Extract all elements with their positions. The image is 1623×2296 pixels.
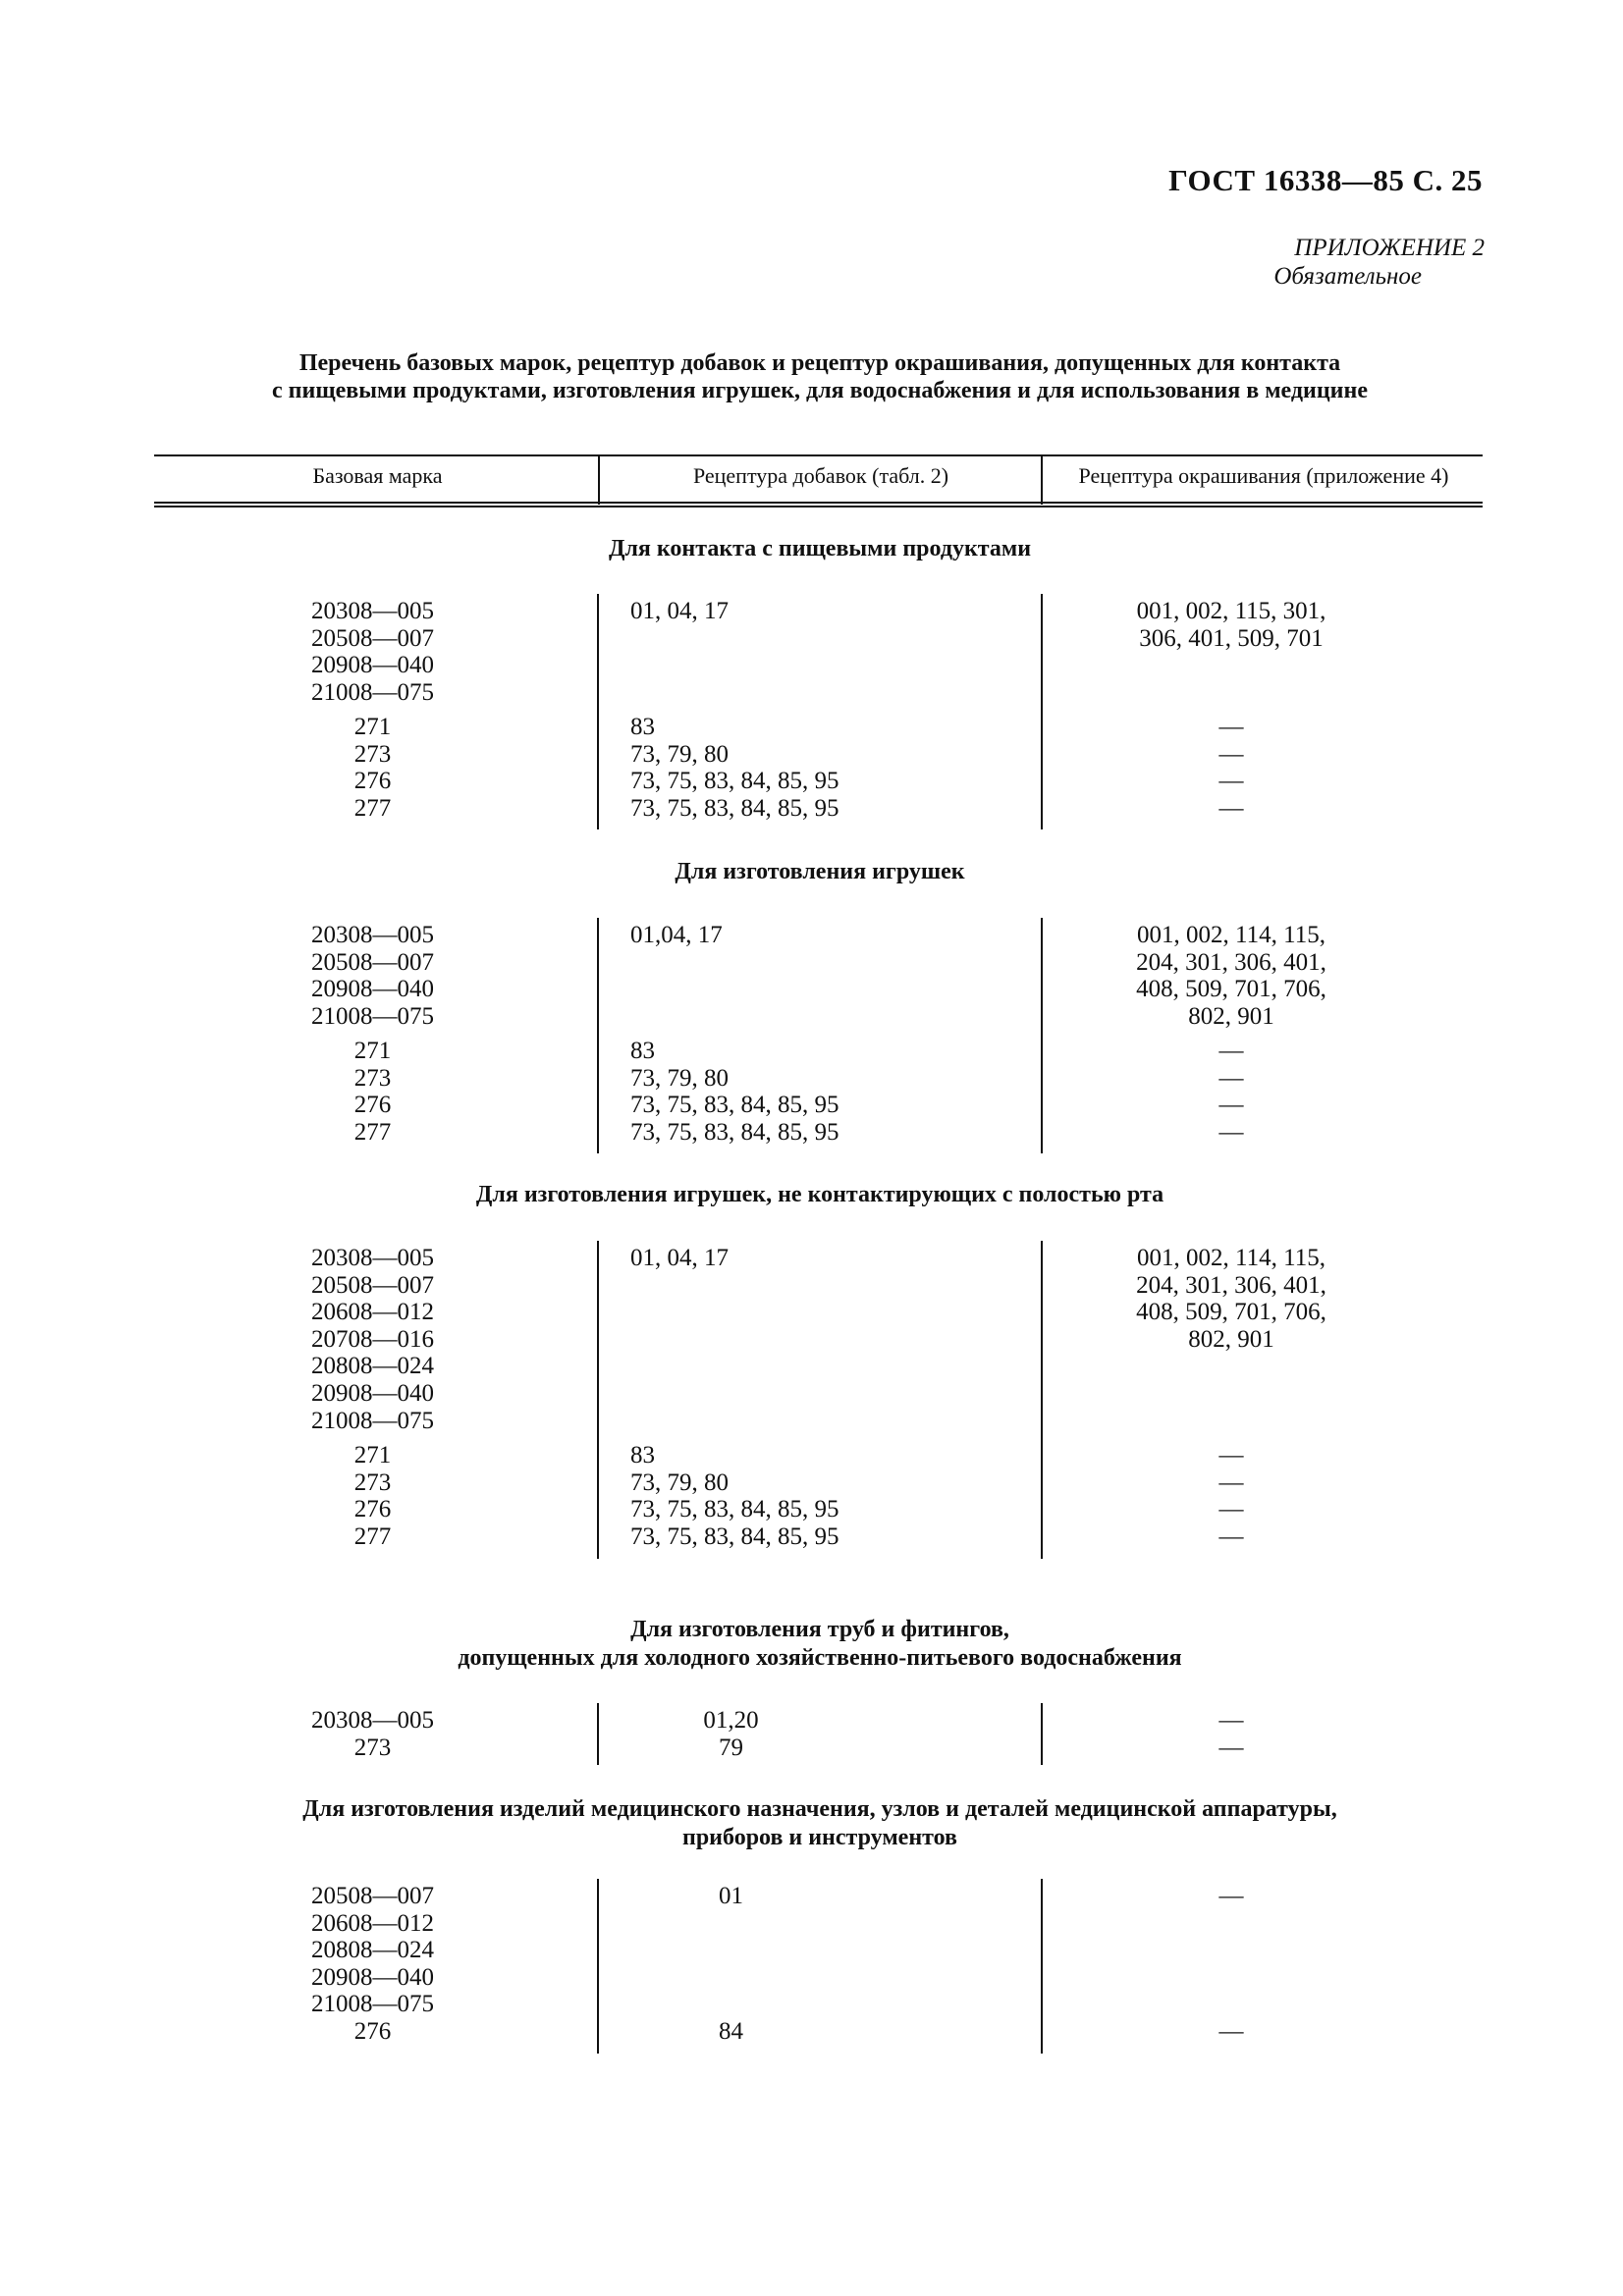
additive-recipe: 84	[719, 2018, 743, 2045]
section-title-medical	[157, 1795, 1483, 1852]
base-mark: 20908—040	[311, 1963, 434, 1991]
additive-recipe: 73, 79, 80	[630, 1468, 729, 1496]
additive-recipes	[601, 1707, 861, 1761]
base-mark: 276	[353, 1092, 392, 1119]
coloring-recipe: —	[1218, 1038, 1244, 1064]
coloring-recipe-first	[1095, 1883, 1368, 1910]
base-mark-list-extra	[311, 1038, 434, 1146]
table-title	[157, 349, 1483, 404]
coloring-recipe: —	[1218, 768, 1244, 795]
base-mark-list	[311, 922, 434, 1030]
table-top-rule	[154, 454, 1483, 456]
column-header-coloring: Рецептура окрашивания (приложение 4)	[1078, 463, 1449, 488]
additive-recipe: 73, 75, 83, 84, 85, 95	[630, 794, 839, 822]
header-divider-1	[598, 455, 600, 505]
additive-recipe: 73, 75, 83, 84, 85, 95	[630, 1118, 839, 1146]
table-header-rule-lower	[154, 506, 1483, 507]
section-medical	[154, 1879, 1483, 2054]
coloring-recipe: —	[1218, 1064, 1244, 1092]
additive-recipe: 73, 75, 83, 84, 85, 95	[630, 1522, 839, 1550]
coloring-recipe: —	[1218, 1118, 1244, 1146]
coloring-recipe: 204, 301, 306, 401,	[1136, 948, 1326, 976]
table-header-rule-upper	[154, 502, 1483, 504]
table-title-line-1: Перечень базовых марок, рецептур добавок и рецептур окрашивания, допущенных для контакта	[298, 350, 1341, 376]
additive-recipe: 73, 79, 80	[630, 1064, 729, 1092]
table-title-line-2: с пищевыми продуктами, изготовления игрушек, для водоснабжения и для использования в медицине	[272, 378, 1368, 403]
column-divider	[1041, 594, 1043, 829]
coloring-recipe: —	[1218, 714, 1244, 740]
column-divider	[1041, 918, 1043, 1153]
base-mark-list	[311, 1883, 434, 2046]
section-title-line: допущенных для холодного хозяйственно-питьевого водоснабжения	[458, 1645, 1182, 1671]
coloring-recipe: —	[1218, 2018, 1244, 2045]
coloring-recipe: —	[1218, 794, 1244, 822]
base-mark: 21008—075	[311, 1407, 434, 1434]
additive-recipe: 73, 79, 80	[630, 740, 729, 768]
coloring-recipe: 001, 002, 115, 301,	[1136, 598, 1326, 624]
coloring-recipes	[1095, 1245, 1368, 1353]
section-title-line: Для изготовления труб и фитингов,	[630, 1617, 1009, 1642]
appendix-status: Обязательное	[1273, 263, 1422, 290]
base-mark-list	[311, 1707, 434, 1761]
appendix-number: ПРИЛОЖЕНИЕ 2	[1294, 235, 1485, 261]
base-mark: 277	[353, 1522, 392, 1550]
additive-recipe: 83	[630, 714, 655, 740]
base-mark: 20508—007	[311, 1883, 434, 1909]
base-mark: 273	[353, 1064, 392, 1092]
coloring-recipe: —	[1218, 1522, 1244, 1550]
base-mark: 20808—024	[311, 1937, 434, 1964]
column-divider	[1041, 1241, 1043, 1559]
additive-recipe: 83	[630, 1038, 655, 1064]
coloring-recipe: —	[1218, 1468, 1244, 1496]
coloring-recipe: 408, 509, 701, 706,	[1136, 1299, 1326, 1326]
base-mark: 276	[353, 768, 392, 795]
additive-recipe: 79	[719, 1734, 743, 1761]
base-mark: 20708—016	[311, 1325, 434, 1353]
base-mark: 273	[353, 740, 392, 768]
base-mark: 20808—024	[311, 1353, 434, 1380]
additive-recipes-extra	[630, 1038, 839, 1146]
base-mark: 20308—005	[311, 598, 434, 624]
coloring-recipes	[1095, 1707, 1368, 1761]
base-mark: 271	[353, 1038, 392, 1064]
column-divider	[1041, 1703, 1043, 1765]
section-pipes	[154, 1703, 1483, 1765]
base-mark: 271	[353, 714, 392, 740]
base-mark: 21008—075	[311, 1002, 434, 1030]
additive-recipe: 01,04, 17	[630, 922, 723, 948]
base-mark: 20308—005	[311, 922, 434, 948]
additive-recipe-last	[601, 2018, 861, 2046]
section-title-food-contact	[157, 535, 1483, 563]
additive-recipe: 73, 75, 83, 84, 85, 95	[630, 1496, 839, 1523]
base-mark: 20608—012	[311, 1299, 434, 1326]
column-divider	[597, 1703, 599, 1765]
section-toys-no-mouth	[154, 1241, 1483, 1559]
coloring-recipes	[1095, 922, 1368, 1030]
additive-recipe: 01, 04, 17	[630, 598, 729, 624]
base-mark: 277	[353, 794, 392, 822]
coloring-recipes-extra	[1095, 1038, 1368, 1146]
base-mark-list-extra	[311, 1442, 434, 1550]
base-mark: 21008—075	[311, 678, 434, 706]
additive-recipe: 01, 04, 17	[630, 1245, 729, 1271]
base-mark: 20508—007	[311, 1271, 434, 1299]
section-title-line: Для изготовления игрушек, не контактирующих с полостью рта	[475, 1182, 1164, 1207]
column-divider	[597, 1879, 599, 2054]
coloring-recipe: 306, 401, 509, 701	[1139, 624, 1324, 652]
base-mark: 20508—007	[311, 624, 434, 652]
coloring-recipe: —	[1218, 740, 1244, 768]
additive-recipes-extra	[630, 714, 839, 822]
additive-recipe: 73, 75, 83, 84, 85, 95	[630, 1092, 839, 1119]
coloring-recipe-last	[1095, 2018, 1368, 2046]
section-food-contact	[154, 594, 1483, 829]
base-mark: 21008—075	[311, 1991, 434, 2018]
coloring-recipes-extra	[1095, 714, 1368, 822]
appendix-label	[1080, 234, 1485, 291]
section-title-line: Для контакта с пищевыми продуктами	[608, 536, 1032, 561]
document-code: ГОСТ 16338—85 С. 25	[1168, 163, 1483, 197]
coloring-recipe: —	[1218, 1707, 1244, 1734]
coloring-recipe: 802, 901	[1188, 1002, 1274, 1030]
base-mark: 276	[353, 1496, 392, 1523]
column-divider	[597, 1241, 599, 1559]
section-title-line: приборов и инструментов	[682, 1825, 957, 1850]
section-title-toys	[157, 858, 1483, 886]
column-header-base-mark: Базовая марка	[312, 463, 443, 488]
base-mark: 277	[353, 1118, 392, 1146]
section-title-toys-no-mouth	[157, 1181, 1483, 1209]
base-mark: 276	[353, 2017, 392, 2045]
coloring-recipe: 001, 002, 114, 115,	[1137, 922, 1325, 948]
coloring-recipe: 001, 002, 114, 115,	[1137, 1245, 1325, 1271]
base-mark: 20608—012	[311, 1909, 434, 1937]
additive-recipe: 01,20	[703, 1707, 759, 1734]
additive-recipe: 83	[630, 1442, 655, 1468]
coloring-recipe: —	[1218, 1883, 1244, 1909]
additive-recipe: 01	[719, 1883, 743, 1909]
coloring-recipe: —	[1218, 1734, 1244, 1761]
base-mark-list	[311, 598, 434, 706]
column-header-additives: Рецептура добавок (табл. 2)	[692, 463, 949, 488]
additive-recipes	[630, 598, 729, 625]
base-mark-list-extra	[311, 714, 434, 822]
section-title-line: Для изготовления игрушек	[675, 859, 965, 884]
section-title-pipes	[157, 1616, 1483, 1673]
base-mark: 20308—005	[311, 1707, 434, 1734]
base-mark: 271	[353, 1442, 392, 1468]
base-mark: 20908—040	[311, 1379, 434, 1407]
additive-recipes-extra	[630, 1442, 839, 1550]
base-mark: 20508—007	[311, 948, 434, 976]
coloring-recipe: 802, 901	[1188, 1325, 1274, 1353]
coloring-recipe: 408, 509, 701, 706,	[1136, 976, 1326, 1003]
additive-recipe-first	[601, 1883, 861, 1910]
base-mark: 20308—005	[311, 1245, 434, 1271]
coloring-recipe: —	[1218, 1092, 1244, 1119]
base-mark: 20908—040	[311, 976, 434, 1003]
column-divider	[597, 594, 599, 829]
base-mark-list	[311, 1245, 434, 1434]
coloring-recipe: —	[1218, 1442, 1244, 1468]
additive-recipe: 73, 75, 83, 84, 85, 95	[630, 768, 839, 795]
section-title-line: Для изготовления изделий медицинского назначения, узлов и деталей медицинской аппаратуры,	[302, 1796, 1337, 1822]
base-mark: 20908—040	[311, 652, 434, 679]
coloring-recipe: 204, 301, 306, 401,	[1136, 1271, 1326, 1299]
column-divider	[597, 918, 599, 1153]
coloring-recipes	[1095, 598, 1368, 652]
coloring-recipes-extra	[1095, 1442, 1368, 1550]
additive-recipes	[630, 922, 723, 949]
column-divider	[1041, 1879, 1043, 2054]
coloring-recipe: —	[1218, 1496, 1244, 1523]
section-toys	[154, 918, 1483, 1153]
additive-recipes	[630, 1245, 729, 1272]
base-mark: 273	[353, 1734, 392, 1761]
base-mark: 273	[353, 1468, 392, 1496]
